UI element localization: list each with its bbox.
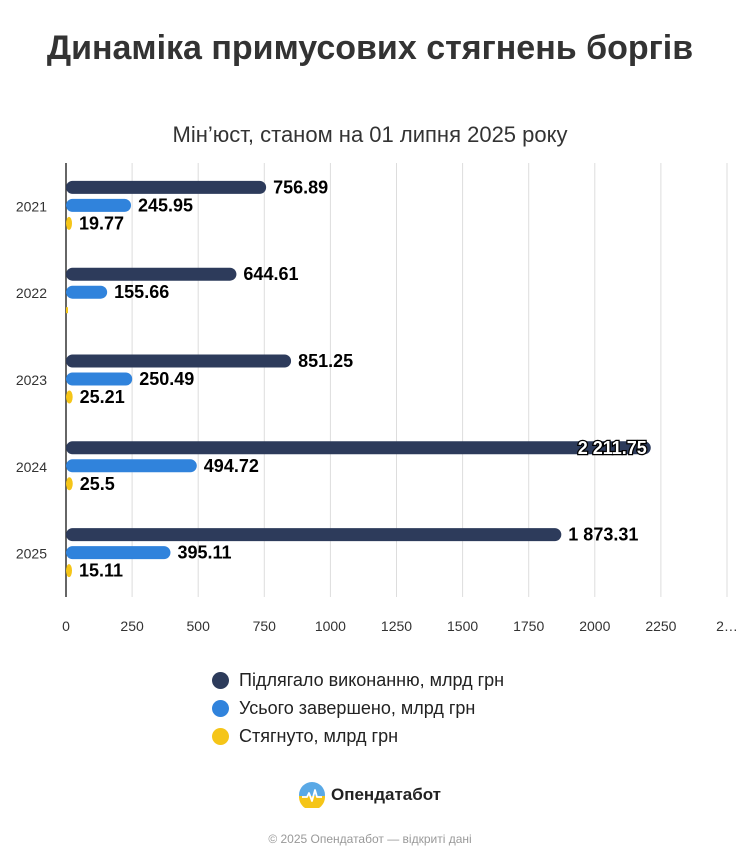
bar-0 bbox=[66, 355, 291, 368]
data-label: 250.49 bbox=[139, 369, 195, 389]
brand bbox=[0, 782, 740, 808]
y-tick-label: 2022 bbox=[15, 285, 47, 302]
brand-name: Опендатабот bbox=[330, 785, 442, 804]
x-tick-label: 1250 bbox=[380, 618, 413, 634]
x-tick-label: 0 bbox=[62, 618, 70, 634]
legend-label-0: Підлягало виконанню, млрд грн bbox=[239, 669, 505, 690]
bar-1 bbox=[66, 459, 197, 472]
x-tick-label: 500 bbox=[186, 618, 210, 634]
data-label: 851.25 bbox=[298, 351, 354, 371]
data-label: 644.61 bbox=[243, 264, 299, 285]
x-tick-label: 1750 bbox=[513, 618, 545, 634]
data-label: 2 211.75 bbox=[577, 437, 647, 458]
y-tick-label: 2021 bbox=[15, 198, 47, 215]
bar-1 bbox=[66, 286, 107, 299]
data-label: 25.5 bbox=[79, 473, 115, 494]
x-tick-label: 2… bbox=[716, 618, 738, 634]
chart-title: Динаміка примусових стягнень боргів bbox=[46, 29, 694, 67]
legend-marker-0 bbox=[212, 672, 229, 689]
legend-item-0[interactable] bbox=[212, 666, 504, 694]
data-label: 395.11 bbox=[177, 542, 232, 563]
footer-text: © 2025 Опендатабот — відкриті дані bbox=[268, 832, 472, 846]
x-tick-label: 750 bbox=[252, 618, 276, 634]
legend-label-1: Усього завершено, млрд грн bbox=[239, 697, 476, 718]
legend-item-1[interactable] bbox=[212, 694, 504, 722]
x-tick-label: 1500 bbox=[447, 618, 479, 634]
bar-1 bbox=[66, 546, 170, 559]
data-label: 756.89 bbox=[273, 177, 329, 198]
x-tick-label: 2250 bbox=[645, 618, 677, 634]
bar-0 bbox=[66, 441, 651, 454]
chart-legend bbox=[212, 666, 504, 750]
x-tick-label: 1000 bbox=[314, 618, 346, 634]
data-label: 155.66 bbox=[114, 282, 170, 303]
data-label: 245.95 bbox=[138, 195, 194, 216]
legend-marker-1 bbox=[212, 700, 229, 717]
bar-0 bbox=[66, 528, 561, 541]
x-tick-label: 250 bbox=[120, 618, 144, 634]
bar-2 bbox=[66, 477, 73, 490]
chart-subtitle: Мін’юст, станом на 01 липня 2025 року bbox=[172, 122, 568, 147]
x-tick-label: 2000 bbox=[579, 618, 611, 634]
data-label: 19.77 bbox=[79, 213, 125, 234]
bar-2 bbox=[66, 217, 72, 230]
bar-0 bbox=[66, 181, 266, 194]
bar-2 bbox=[66, 307, 68, 313]
y-tick-label: 2023 bbox=[15, 372, 47, 388]
y-tick-label: 2025 bbox=[15, 545, 47, 562]
data-label: 25.21 bbox=[79, 387, 125, 407]
legend-marker-2 bbox=[212, 728, 229, 745]
data-label: 1 873.31 bbox=[568, 524, 639, 545]
bar-2 bbox=[66, 391, 73, 404]
y-tick-label: 2024 bbox=[15, 458, 47, 475]
data-label: 494.72 bbox=[203, 455, 259, 476]
bar-1 bbox=[66, 373, 132, 386]
bar-0 bbox=[66, 268, 236, 281]
data-label: 15.11 bbox=[79, 560, 124, 581]
legend-label-2: Стягнуто, млрд грн bbox=[239, 725, 399, 746]
bar-1 bbox=[66, 199, 131, 212]
legend-item-2[interactable] bbox=[212, 722, 504, 750]
bar-2 bbox=[66, 564, 72, 577]
opendatabot-logo-icon bbox=[299, 782, 325, 808]
